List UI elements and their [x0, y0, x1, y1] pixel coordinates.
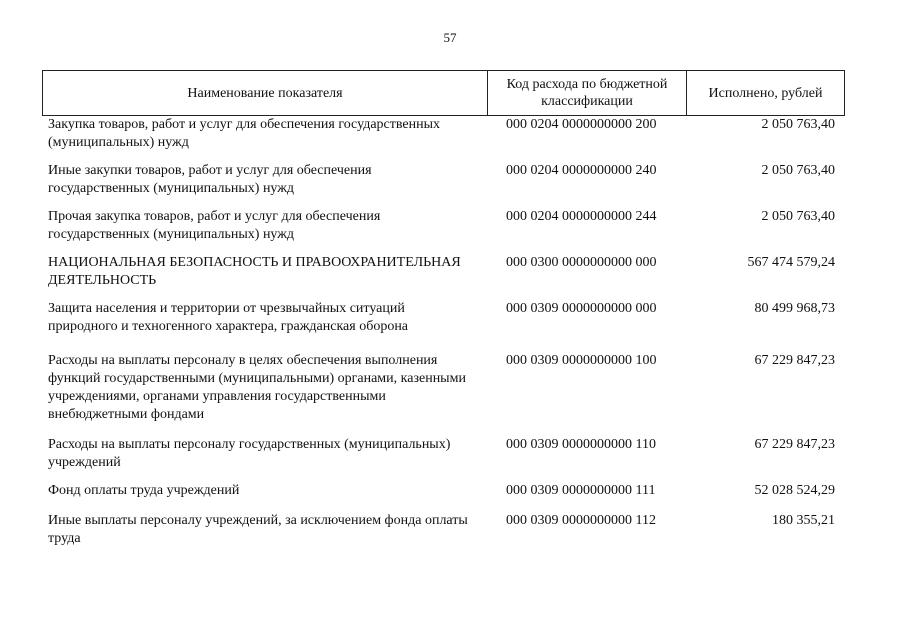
table-row [42, 482, 845, 512]
row-code: 000 0300 0000000000 000 [506, 255, 657, 270]
row-name: Закупка товаров, работ и услуг для обеспечения государственных (муниципальных) нужд [48, 117, 441, 150]
row-name: Иные выплаты персоналу учреждений, за исключением фонда оплаты труда [48, 513, 468, 546]
table-row [42, 116, 845, 162]
row-name: Фонд оплаты труда учреждений [48, 483, 240, 498]
row-code: 000 0204 0000000000 244 [506, 209, 657, 224]
table-row [42, 208, 845, 254]
row-code: 000 0309 0000000000 110 [506, 437, 656, 452]
table-row [42, 512, 845, 558]
row-name: Защита населения и территории от чрезвычайных ситуаций природного и техногенного характера, гражданская оборона [48, 301, 409, 334]
row-code: 000 0309 0000000000 100 [506, 353, 657, 368]
header-value: Исполнено, рублей [686, 71, 844, 115]
budget-table [42, 70, 845, 558]
row-name: Расходы на выплаты персоналу в целях обеспечения выполнения функций государственными (муниципальными) органами, казенными учреждениями, органами управления государственными внебюджетными фондами [48, 353, 466, 422]
row-value: 2 050 763,40 [761, 117, 835, 132]
row-value: 2 050 763,40 [761, 163, 835, 178]
header-code: Код расхода по бюджетной классификации [487, 71, 686, 115]
row-value: 2 050 763,40 [761, 209, 835, 224]
row-value: 180 355,21 [772, 513, 835, 528]
row-value: 80 499 968,73 [754, 301, 835, 316]
table-row [42, 436, 845, 482]
table-row [42, 162, 845, 208]
table-row [42, 300, 845, 352]
row-code: 000 0309 0000000000 111 [506, 483, 656, 498]
row-value: 67 229 847,23 [754, 353, 835, 368]
row-name: Иные закупки товаров, работ и услуг для обеспечения государственных (муниципальных) нужд [48, 163, 372, 196]
row-code: 000 0309 0000000000 000 [506, 301, 657, 316]
header-name: Наименование показателя [187, 85, 343, 101]
row-value: 67 229 847,23 [754, 437, 835, 452]
table-header [42, 70, 845, 116]
page-number: 57 [443, 30, 457, 45]
table-row [42, 254, 845, 300]
row-value: 52 028 524,29 [754, 483, 835, 498]
row-name: НАЦИОНАЛЬНАЯ БЕЗОПАСНОСТЬ И ПРАВООХРАНИТЕЛЬНАЯ ДЕЯТЕЛЬНОСТЬ [48, 255, 461, 288]
row-name: Прочая закупка товаров, работ и услуг для обеспечения государственных (муниципальных) нужд [48, 209, 381, 242]
row-value: 567 474 579,24 [747, 255, 835, 270]
row-code: 000 0204 0000000000 240 [506, 163, 657, 178]
row-name: Расходы на выплаты персоналу государственных (муниципальных) учреждений [48, 437, 451, 470]
row-code: 000 0204 0000000000 200 [506, 117, 657, 132]
table-row [42, 352, 845, 436]
row-code: 000 0309 0000000000 112 [506, 513, 656, 528]
